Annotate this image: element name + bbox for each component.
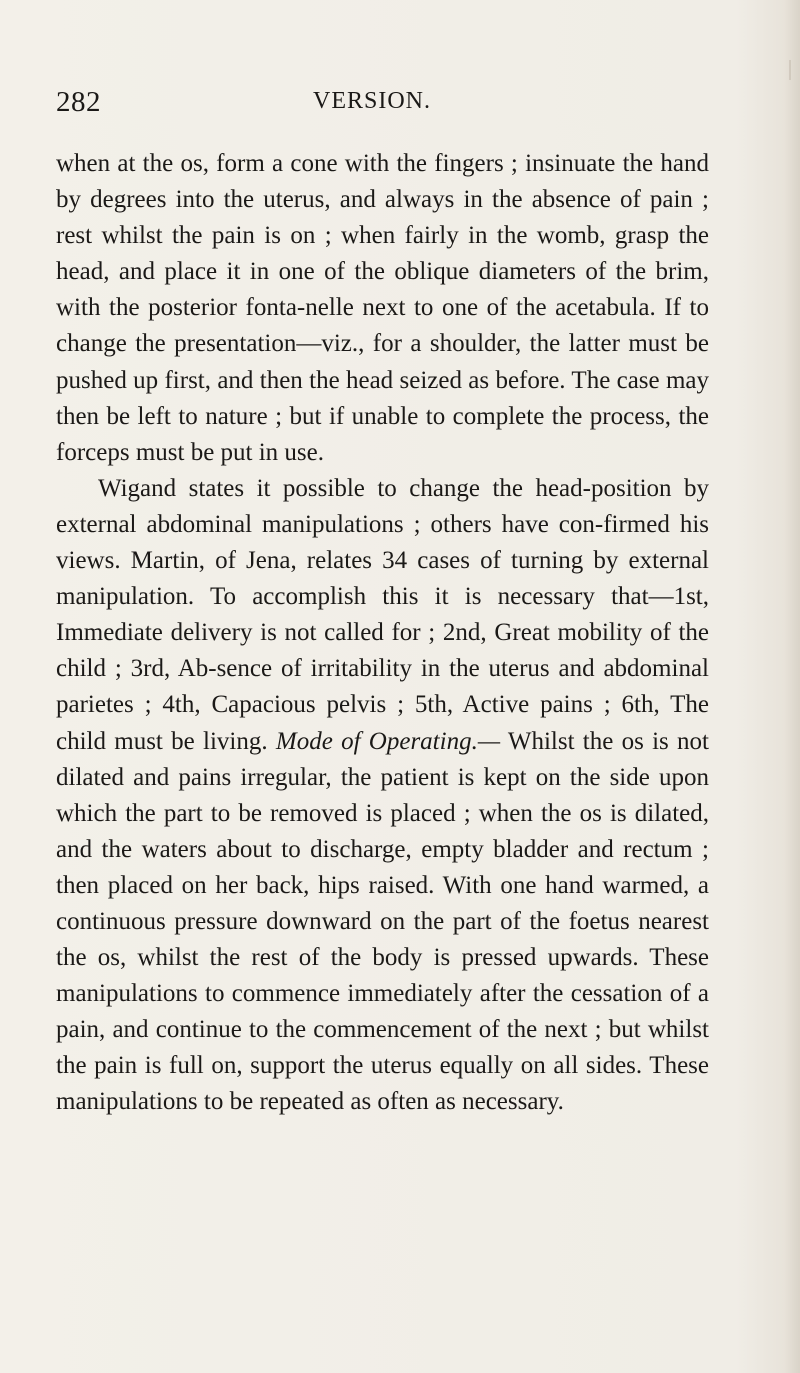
paragraph-second-before-italic: Wigand states it possible to change the head-position by external abdominal manipulations ; others have con-firmed his views. Martin, of Jena, relates 34 cases of turning by external manipulation. To accomplish this it is necessary that—1st, Immediate delivery is not called for ; 2nd, Great mobility of the child ; 3rd, Ab-sence of irritability in the uterus and abdominal parietes ; 4th, Capacious pelvis ; 5th, Active pains ; 6th, The child must be living. — [56, 474, 709, 755]
page-number: 282 — [56, 86, 101, 118]
page-edge-mark — [789, 60, 791, 80]
mode-of-operating-heading: Mode of Operating.— — [275, 727, 501, 755]
body-text — [56, 146, 709, 1121]
paragraph-first: when at the os, form a cone with the fingers ; insinuate the hand by degrees into the uterus, and always in the absence of pain ; rest whilst the pain is on ; when fairly in the womb, grasp the head, and place it in one of the oblique diameters of the brim, with the posterior fonta-nelle next to one of the acetabula. If to change the presentation—viz., for a shoulder, the latter must be pushed up first, and then the head seized as before. The case may then be left to nature ; but if unable to complete the process, the forceps must be put in use. — [56, 150, 709, 466]
paragraph-second-after-italic: Whilst the os is not dilated and pains irregular, the patient is kept on the side upon which the part to be removed is placed ; when the os is dilated, and the waters about to discharge, empty bladder and rectum ; then placed on her back, hips raised. With one hand warmed, a continuous pressure downward on the part of the foetus nearest the os, whilst the rest of the body is pressed upwards. These manipulations to commence immediately after the cessation of a pain, and continue to the commencement of the next ; but whilst the pain is full on, support the uterus equally on all sides. These manipulations to be repeated as often as necessary. — [56, 727, 710, 1116]
paragraph-second — [56, 471, 709, 1121]
running-head: VERSION. — [313, 88, 432, 114]
page-header — [56, 86, 709, 120]
